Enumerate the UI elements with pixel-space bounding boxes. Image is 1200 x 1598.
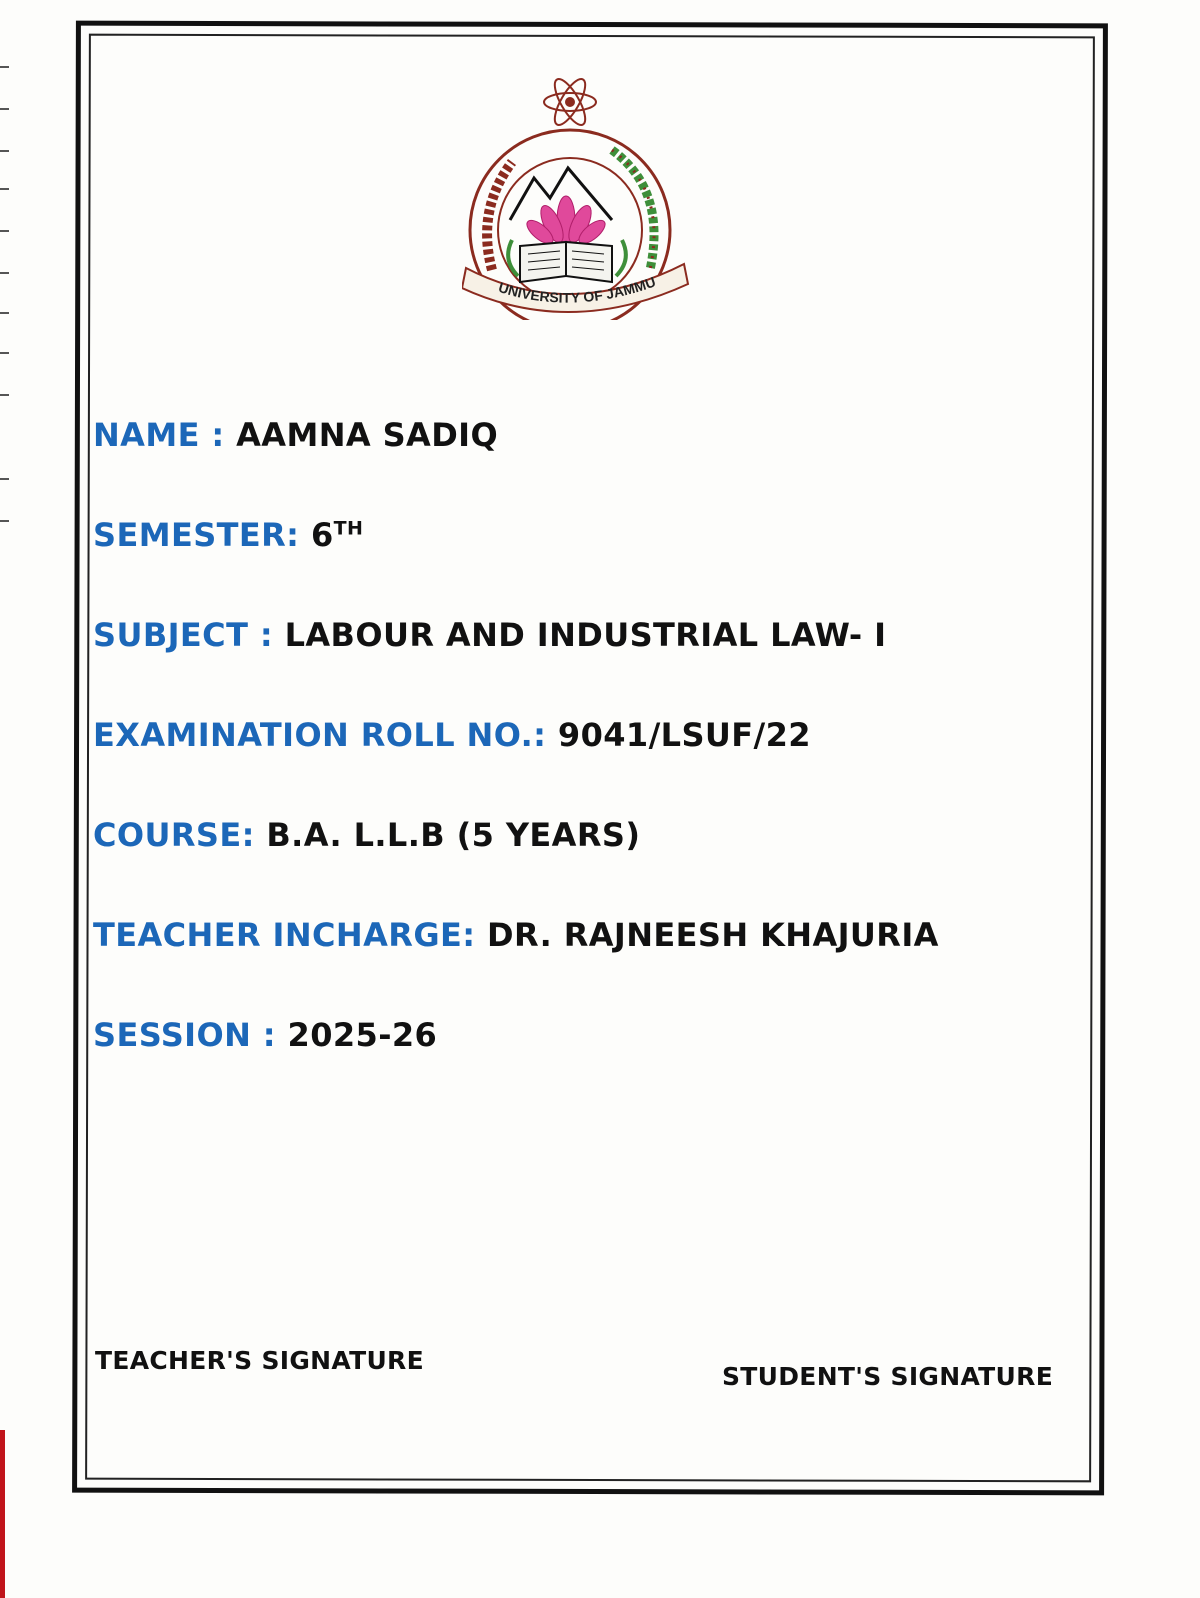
- subject-field: [93, 616, 886, 654]
- teacher-signature-label: TEACHER'S SIGNATURE: [95, 1346, 424, 1375]
- course-field: [93, 816, 640, 854]
- name-value: AAMNA SADIQ: [236, 416, 499, 454]
- course-value: B.A. L.L.B (5 YEARS): [266, 816, 641, 854]
- atom-icon: [544, 75, 596, 129]
- margin-tick: [0, 188, 9, 190]
- margin-tick: [0, 150, 9, 152]
- logo-ribbon-text: UNIVERSITY OF JAMMU: [496, 273, 658, 306]
- teacher-field: [93, 916, 939, 954]
- subject-label: SUBJECT :: [93, 616, 274, 654]
- semester-number: 6: [310, 516, 334, 554]
- university-logo: [462, 70, 692, 320]
- semester-label: SEMESTER:: [93, 516, 300, 554]
- margin-tick: [0, 352, 9, 354]
- semester-suffix: TH: [333, 517, 364, 540]
- red-edge: [0, 1430, 5, 1598]
- margin-tick: [0, 478, 9, 480]
- name-label: NAME :: [93, 416, 225, 454]
- course-label: COURSE:: [93, 816, 255, 854]
- teacher-value: DR. RAJNEESH KHAJURIA: [487, 916, 939, 954]
- roll-field: [93, 716, 811, 754]
- subject-value: LABOUR AND INDUSTRIAL LAW- I: [284, 616, 887, 654]
- teacher-label: TEACHER INCHARGE:: [93, 916, 476, 954]
- session-value: 2025-26: [287, 1016, 438, 1054]
- name-field: [93, 416, 498, 454]
- lotus-icon: [523, 196, 609, 248]
- margin-tick: [0, 312, 9, 314]
- semester-field: [93, 516, 363, 554]
- margin-tick: [0, 394, 9, 396]
- margin-tick: [0, 230, 9, 232]
- margin-tick: [0, 272, 9, 274]
- roll-label: EXAMINATION ROLL NO.:: [93, 716, 547, 754]
- left-margin-marks: [0, 0, 14, 1598]
- book-icon: [520, 242, 612, 282]
- roll-value: 9041/LSUF/22: [557, 716, 811, 754]
- margin-tick: [0, 108, 9, 110]
- student-signature-label: STUDENT'S SIGNATURE: [722, 1362, 1054, 1391]
- margin-tick: [0, 520, 9, 522]
- session-field: [93, 1016, 437, 1054]
- margin-tick: [0, 66, 9, 68]
- semester-value: [311, 516, 363, 554]
- session-label: SESSION :: [93, 1016, 276, 1054]
